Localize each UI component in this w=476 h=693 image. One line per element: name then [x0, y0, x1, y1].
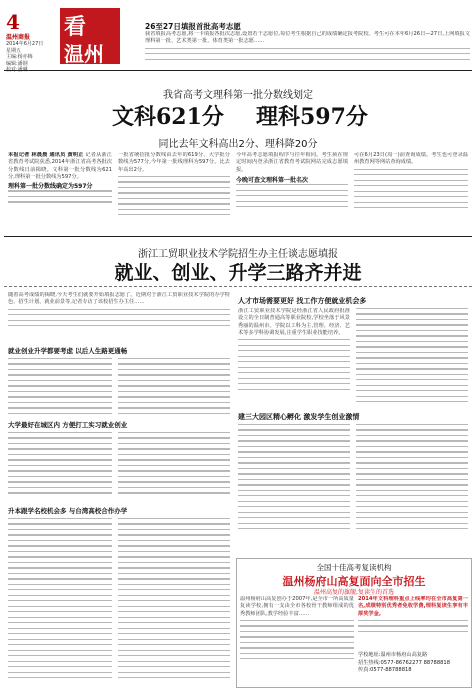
top-story-body: [145, 31, 470, 67]
score-subhead-2: 今晚可查文理科第一批名次: [236, 176, 309, 184]
college-kicker: 浙江工贸职业技术学院招生办主任谈志愿填报: [138, 249, 338, 260]
body-text-lines: [356, 424, 468, 534]
ad-body-left: 温州杨府山高复创办于2007年,是全市一所高质量复读学校,拥有一支由全市各校骨干教师组成的优秀教师团队,教学经验丰富……: [240, 596, 354, 617]
section-divider: [4, 236, 472, 237]
editor-line: 主编:杨亦梅: [6, 54, 33, 60]
score-headline-science: 理科597分: [256, 104, 368, 130]
college-right-text: 浙江工贸职业技术学院是经浙江省人民政府批准设立的全日制普通高等职业院校,学校坐落于风景秀丽的温州市。学院以工科为主,管理、经济、艺术等多学科协调发展,注重学生职业技能培养。: [238, 308, 350, 336]
ad-fax: 传真:0577-88788818: [358, 667, 412, 673]
college-subhead: 升本跟学名校机会多 与台湾高校合作办学: [8, 507, 128, 515]
college-right-subhead-1: 人才市场需要更好 找工作方便就业机会多: [238, 297, 367, 305]
editor-line: 星期五: [6, 47, 22, 54]
section-logo-kan: 看: [64, 14, 87, 40]
page-number: 4: [6, 10, 20, 34]
score-col-4-text: 可在6月23日(周一)前查询成绩。考生也可登录温州教育网等网站查询成绩。: [354, 152, 468, 166]
ad-contact: [358, 652, 470, 675]
ad-col-right: [358, 596, 468, 646]
score-col-3-text: 今年高考志愿填报程序与往年相同。考生须在规定时间内登录浙江省教育考试院网站完成志愿填报。: [236, 152, 348, 173]
college-headline: 就业、创业、升学三路齐并进: [114, 262, 362, 284]
top-story-kicker: 26至27日填报首批高考志愿: [145, 22, 241, 31]
body-text-lines: [118, 358, 230, 420]
score-col-2: [118, 152, 230, 232]
body-text-lines: [356, 308, 468, 412]
ad-highlight: 2014年文科理科重点上线率均在全市高复第一名,成绩特别优秀者免收学费,理科复读生享有丰厚奖学金。: [358, 596, 468, 617]
top-story-text: 我省填报高考志愿,将一卡填报各批次志愿,设置若干志愿位,每位考生根据自己的成绩确定报考院校。考生可在本年6月26日—27日,上网填报文理科第一批、艺术类第一批、体育类第一批志愿……: [145, 31, 470, 45]
college-subhead: 就业创业升学都要考虑 以后人生路更通畅: [8, 347, 128, 355]
score-col-1-text: 记者从浙江省教育考试院获悉,2014年浙江省高考各批次分数线日前揭晓。文科第一批分数线为621分,理科第一批分数线为597分。: [8, 152, 112, 180]
score-col-1: [8, 152, 112, 232]
ad-enroll-phone: 招生热线:0577-86762277 88788818: [358, 659, 451, 666]
score-subtitle: 我省高考文理科第一批分数线划定: [163, 90, 313, 101]
masthead-info: [6, 32, 54, 74]
body-text-lines: [8, 358, 112, 420]
ad-col-left: [240, 596, 354, 684]
body-text-lines: [8, 432, 112, 502]
body-text-lines: [118, 518, 230, 686]
body-text-lines: [238, 424, 350, 534]
dotted-divider: [4, 286, 472, 287]
body-text-lines: [118, 432, 230, 502]
college-subhead: 大学最好在城区内 方便打工实习就业创业: [8, 421, 128, 429]
score-byline: 本报记者 林晨晨 通讯员 黄明正: [8, 152, 84, 158]
score-deck: 同比去年文科高出2分、理科降20分: [158, 139, 318, 150]
section-divider: [4, 70, 472, 71]
college-right-col-1: [238, 308, 350, 412]
ad-tagline: 温州高复的旗舰,复读生的首选: [314, 589, 394, 596]
ad-title: 温州杨府山高复面向全市招生: [282, 575, 426, 588]
score-col-2-text: 一批省统招批分数线由去年的619分、大学批分数线为577分,今年第一批线理科为597分。比去年高出2分。: [118, 152, 230, 173]
body-text-lines: [8, 518, 112, 686]
score-headline-arts: 文科621分: [112, 104, 224, 130]
college-intro: [8, 292, 230, 336]
college-intro-text: 随着高考成绩的揭晓,今天考生们就要开始填报志愿了。近期对于浙江工贸职业技术学院的办学特色、招生计划、就业前景等,记者专访了该校招生办主任……: [8, 292, 230, 306]
score-col-3: [236, 152, 348, 232]
ad-school-address: 学校地址:温州市杨府山高复路: [358, 652, 428, 658]
editor-line: 编辑:潘钢: [6, 60, 28, 67]
paper-name: 温州商报: [6, 34, 31, 41]
section-logo-wenzhou: 温州: [64, 42, 104, 66]
score-col-4: [354, 152, 468, 232]
score-subhead-1: 理科第一批分数线确定为597分: [8, 183, 93, 191]
paper-date: 2014年6月27日: [6, 41, 44, 47]
college-right-subhead-2: 建三大园区精心孵化 激发学生创业激情: [238, 413, 360, 421]
ad-kicker: 全国十佳高考复读机构: [316, 563, 392, 572]
